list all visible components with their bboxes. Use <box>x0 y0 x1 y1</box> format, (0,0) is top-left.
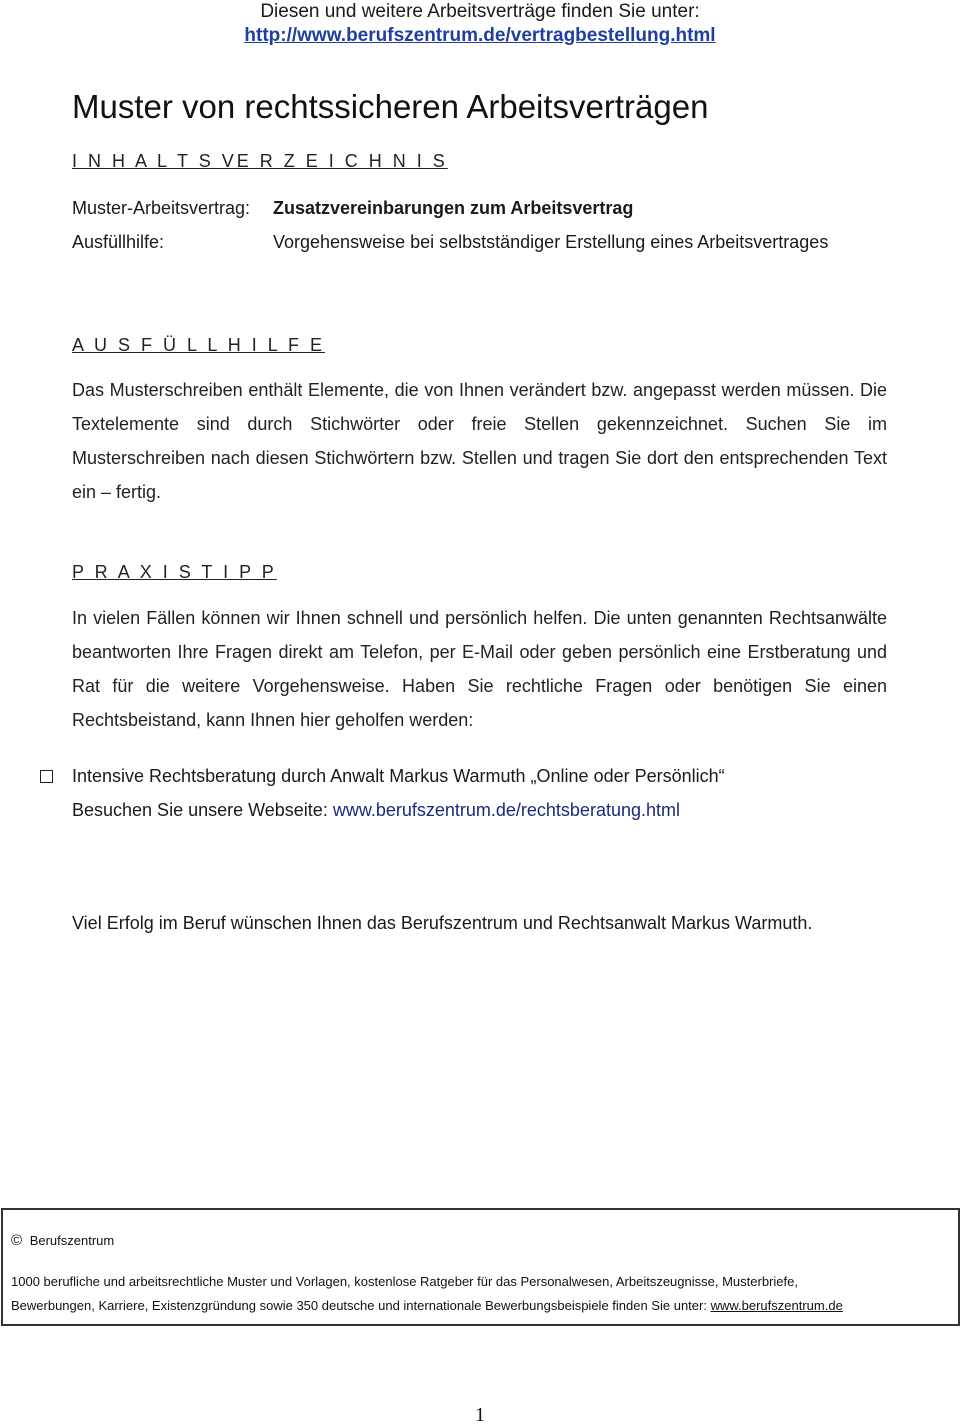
page-title: Muster von rechtssicheren Arbeitsverträgen <box>72 88 709 125</box>
banner-link[interactable]: http://www.berufszentrum.de/vertragbestellung.html <box>244 25 716 46</box>
toc-row-label-1: Muster-Arbeitsvertrag: <box>72 198 251 218</box>
rechtsberatung-link[interactable]: www.berufszentrum.de/rechtsberatung.html <box>332 800 680 820</box>
checkbox-bullet-icon <box>40 770 53 783</box>
copyright-icon: © <box>11 1232 23 1249</box>
toc-heading: I N H A L T S VE R Z E I C H N I S <box>72 151 448 171</box>
page-number: 1 <box>475 1404 485 1426</box>
closing-text: Viel Erfolg im Beruf wünschen Ihnen das Berufszentrum und Rechtsanwalt Markus Warmuth. <box>72 913 813 933</box>
ausfuellhilfe-heading: A U S F Ü L L H I L F E <box>72 335 326 355</box>
footer-website-link[interactable]: www.berufszentrum.de <box>710 1298 843 1313</box>
bullet-line-1: Intensive Rechtsberatung durch Anwalt Markus Warmuth „Online oder Persönlich“ <box>72 766 725 786</box>
banner-text: Diesen und weitere Arbeitsverträge finden Sie unter: <box>260 1 700 22</box>
footer-brand-line <box>11 1232 114 1249</box>
footer-line-2-prefix: Bewerbungen, Karriere, Existenzgründung sowie 350 deutsche und internationale Bewerbungsbeispiele finden Sie unter: <box>11 1298 711 1313</box>
toc-row-value-2: Vorgehensweise bei selbstständiger Erstellung eines Arbeitsvertrages <box>273 232 829 252</box>
top-banner <box>0 0 960 48</box>
praxistipp-text: In vielen Fällen können wir Ihnen schnell und persönlich helfen. Die unten genannten Rechtsanwälte beantworten Ihre Fragen direkt am Telefon, per E-Mail oder geben persönlich eine Erstberatung und Rat für die weitere Vorgehensweise. Haben Sie rechtliche Fragen oder benötigen Sie einen Rechtsbeistand, kann Ihnen hier geholfen werden: <box>72 608 887 730</box>
toc-row-value-1: Zusatzvereinbarungen zum Arbeitsvertrag <box>273 198 634 218</box>
praxistipp-heading: P R A X I S T I P P <box>72 562 277 582</box>
footer-line-2 <box>11 1298 843 1313</box>
footer-box <box>1 1208 960 1326</box>
footer-line-1: 1000 berufliche und arbeitsrechtliche Muster und Vorlagen, kostenlose Ratgeber für das Personalwesen, Arbeitszeugnisse, Musterbriefe, <box>11 1274 798 1289</box>
bullet-line-2-prefix: Besuchen Sie unsere Webseite: <box>72 800 333 820</box>
toc-row-label-2: Ausfüllhilfe: <box>72 232 165 252</box>
ausfuellhilfe-text: Das Musterschreiben enthält Elemente, die von Ihnen verändert bzw. angepasst werden müssen. Die Textelemente sind durch Stichwörter oder freie Stellen gekennzeichnet. Suchen Sie im Musterschreiben nach diesen Stichwörtern bzw. Stellen und tragen Sie dort den entsprechenden Text ein – fertig. <box>72 380 887 502</box>
footer-brand: Berufszentrum <box>29 1233 115 1248</box>
bullet-line-2 <box>72 800 680 821</box>
